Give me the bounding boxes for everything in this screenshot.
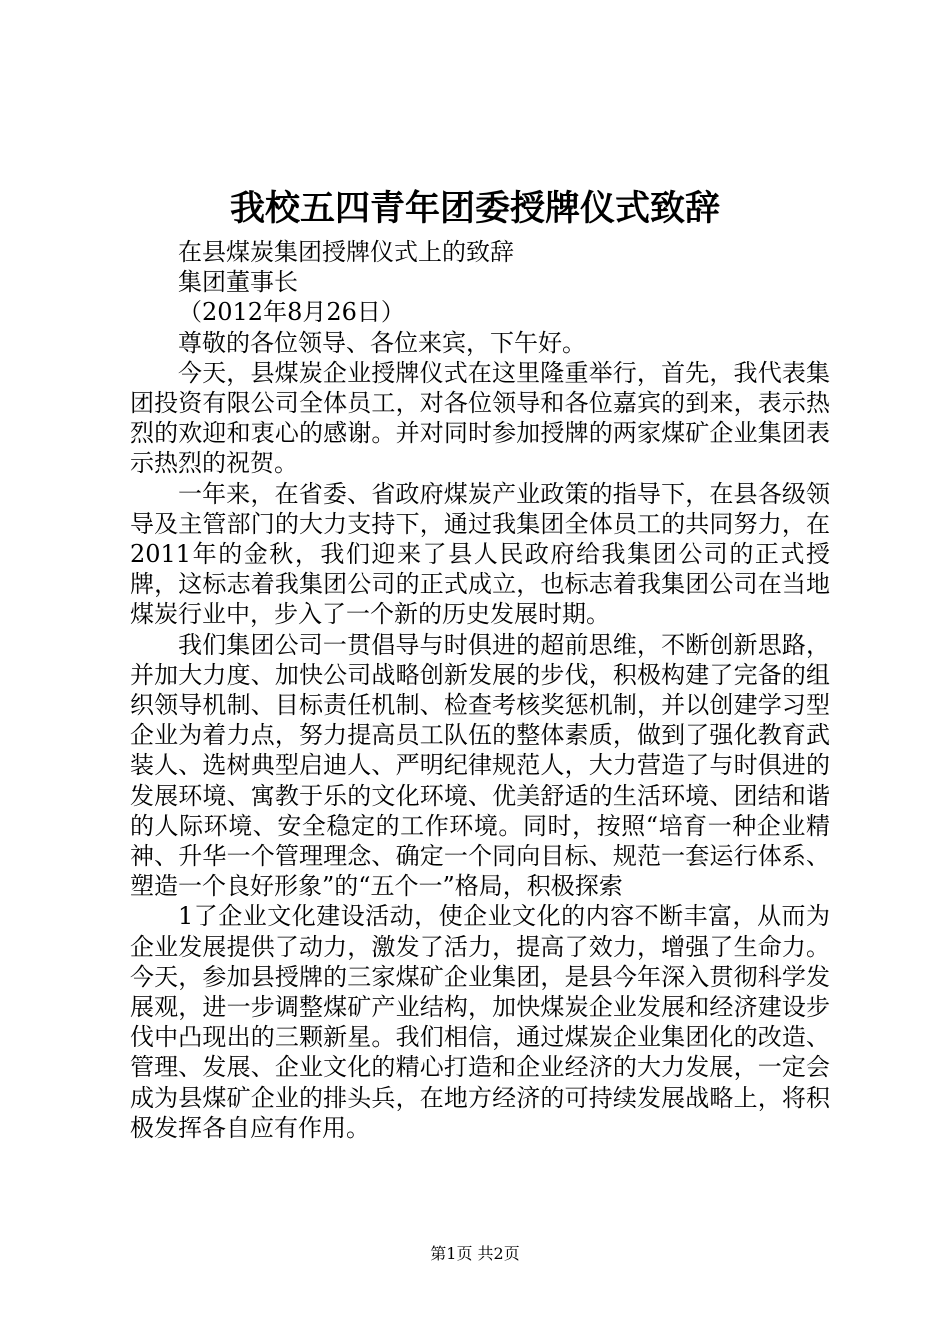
body-paragraph: 我们集团公司一贯倡导与时俱进的超前思维，不断创新思路，并加大力度、加快公司战略创新发展的步伐，积极构建了完备的组织领导机制、目标责任机制、检查考核奖惩机制，并以创建学习型企业为着力点，努力提高员工队伍的整体素质，做到了强化教育武装人、选树典型启迪人、严明纪律规范人，大力营造了与时俱进的发展环境、寓教于乐的文化环境、优美舒适的生活环境、团结和谐的人际环境、安全稳定的工作环境。同时，按照“培育一种企业精神、升华一个管理理念、确定一个同向目标、规范一套运行体系、塑造一个良好形象”的“五个一”格局，积极探索 xyxy=(130,630,830,901)
page-footer: 第1页 共2页 xyxy=(430,1244,520,1263)
greeting-paragraph: 尊敬的各位领导、各位来宾，下午好。 xyxy=(178,328,586,357)
body-paragraph: 今天，县煤炭企业授牌仪式在这里隆重举行，首先，我代表集团投资有限公司全体员工，对各位领导和各位嘉宾的到来，表示热烈的欢迎和衷心的感谢。并对同时参加授牌的两家煤矿企业集团表示热烈的祝贺。 xyxy=(130,358,830,478)
body-paragraph: 1了企业文化建设活动，使企业文化的内容不断丰富，从而为企业发展提供了动力，激发了活力，提高了效力，增强了生命力。今天，参加县授牌的三家煤矿企业集团，是县今年深入贯彻科学发展观，进一步调整煤矿产业结构，加快煤炭企业发展和经济建设步伐中凸现出的三颗新星。我们相信，通过煤炭企业集团化的改造、管理、发展、企业文化的精心打造和企业经济的大力发展，一定会成为县煤矿企业的排头兵，在地方经济的可持续发展战略上，将积极发挥各自应有作用。 xyxy=(130,902,830,1142)
speech-heading: 在县煤炭集团授牌仪式上的致辞 xyxy=(178,238,514,266)
document-body xyxy=(130,237,830,1143)
speaker-title: 集团董事长 xyxy=(178,268,298,297)
body-paragraph: 一年来，在省委、省政府煤炭产业政策的指导下，在县各级领导及主管部门的大力支持下，通过我集团全体员工的共同努力，在2011年的金秋，我们迎来了县人民政府给我集团公司的正式授牌，这标志着我集团公司的正式成立，也标志着我集团公司在当地煤炭行业中，步入了一个新的历史发展时期。 xyxy=(130,479,830,629)
speech-date: （2012年8月26日） xyxy=(178,298,405,327)
document-title: 我校五四青年团委授牌仪式致辞 xyxy=(229,188,720,229)
